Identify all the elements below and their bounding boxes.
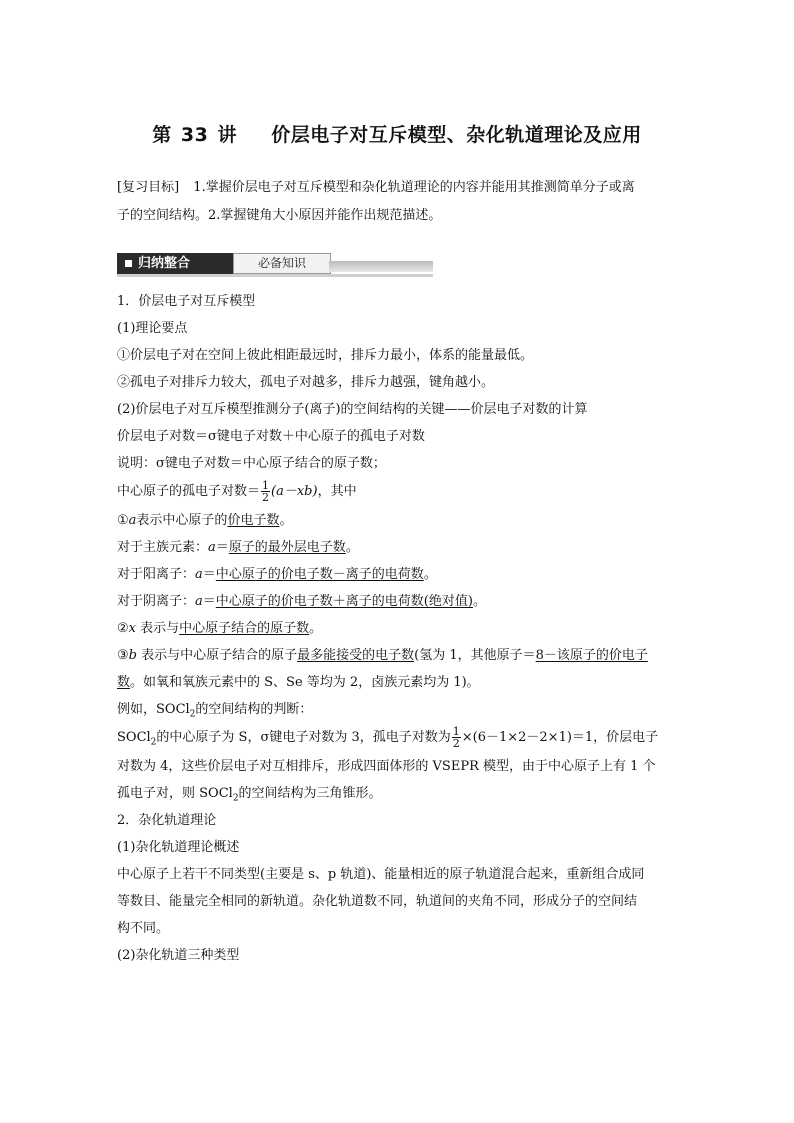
cation-rule: 对于阳离子：a＝中心原子的价电子数－离子的电荷数。 [117, 567, 437, 582]
subsection-1-2: (2)价层电子对互斥模型推测分子(离子)的空间结构的关键——价层电子对数的计算 [117, 402, 588, 417]
section-1-heading: 1．价层电子对互斥模型 [117, 294, 256, 309]
review-line-1: 1.掌握价层电子对互斥模型和杂化轨道理论的内容并能用其推测简单分子或离 [193, 180, 635, 195]
socl2-analysis-line-1: SOCl$_2$的中心原子为 S，σ键电子对数为 3，孤电子对数为 $\frac{1}{2}$ ×(6－1×2－2×1)＝1，价层电子 [117, 725, 659, 750]
point-2: ②孤电子对排斥力较大，孤电子对越多，排斥力越强，键角越小。 [117, 375, 495, 390]
lesson-title [0, 120, 794, 147]
subsection-2-1: (1)杂化轨道理论概述 [117, 840, 240, 855]
review-objectives [117, 174, 679, 230]
a-definition: ①a表示中心原子的价电子数。 [117, 513, 293, 528]
formula-line: 价层电子对数＝σ键电子对数＋中心原子的孤电子对数 [117, 429, 425, 444]
main-group-rule: 对于主族元素：a＝原子的最外层电子数。 [117, 540, 359, 555]
banner-underline [117, 274, 433, 277]
main-content [117, 288, 679, 969]
review-line-2: 子的空间结构。2.掌握键角大小原因并能作出规范描述。 [117, 208, 442, 223]
x-definition: ②x 表示与中心原子结合的原子数。 [117, 621, 323, 636]
subsection-1-1: (1)理论要点 [117, 321, 188, 336]
hybrid-text-3: 构不同。 [117, 921, 170, 936]
title-suffix: 讲 [217, 124, 237, 146]
note-line: 说明：σ键电子对数＝中心原子结合的原子数； [117, 456, 386, 471]
b-definition-line-2: 数。如氧和氧族元素中的 S、Se 等均为 2，卤族元素均为 1)。 [117, 675, 480, 690]
square-bullet-icon [125, 260, 132, 267]
anion-rule: 对于阴离子：a＝中心原子的价电子数＋离子的电荷数(绝对值)。 [117, 594, 486, 609]
title-prefix: 第 [152, 124, 172, 146]
banner-stripe [329, 261, 433, 272]
socl2-analysis-line-3: 孤电子对，则 SOCl$_2$的空间结构为三角锥形。 [117, 786, 382, 804]
lone-pair-formula: 中心原子的孤电子对数＝ $\frac{1}{2}$ (a－xb)，其中 [117, 479, 357, 504]
section-2-heading: 2．杂化轨道理论 [117, 813, 217, 828]
review-tag: [复习目标] [117, 180, 180, 195]
example-line: 例如，SOCl$_2$的空间结构的判断： [117, 702, 313, 720]
banner-secondary: 必备知识 [233, 253, 331, 274]
banner-primary: 归纳整合 [117, 253, 233, 274]
fraction-half: $\frac{1}{2}$ [452, 725, 460, 750]
section-banner [117, 252, 433, 274]
title-text: 价层电子对互斥模型、杂化轨道理论及应用 [271, 124, 642, 146]
fraction-half: $\frac{1}{2}$ [262, 479, 270, 504]
hybrid-text-1: 中心原子上若干不同类型(主要是 s、p 轨道)、能量相近的原子轨道混合起来，重新组合成同 [117, 867, 645, 882]
title-number: 33 [180, 124, 209, 146]
hybrid-text-2: 等数目、能量完全相同的新轨道。杂化轨道数不同，轨道间的夹角不同，形成分子的空间结 [117, 894, 638, 909]
socl2-analysis-line-2: 对数为 4，这些价层电子对互相排斥，形成四面体形的 VSEPR 模型，由于中心原子上有 1 个 [117, 759, 656, 774]
b-definition-line-1: ③b 表示与中心原子结合的原子最多能接受的电子数(氢为 1，其他原子＝8－该原子的价电子 [117, 648, 648, 663]
point-1: ①价层电子对在空间上彼此相距最远时，排斥力最小，体系的能量最低。 [117, 348, 534, 363]
subsection-2-2: (2)杂化轨道三种类型 [117, 948, 240, 963]
